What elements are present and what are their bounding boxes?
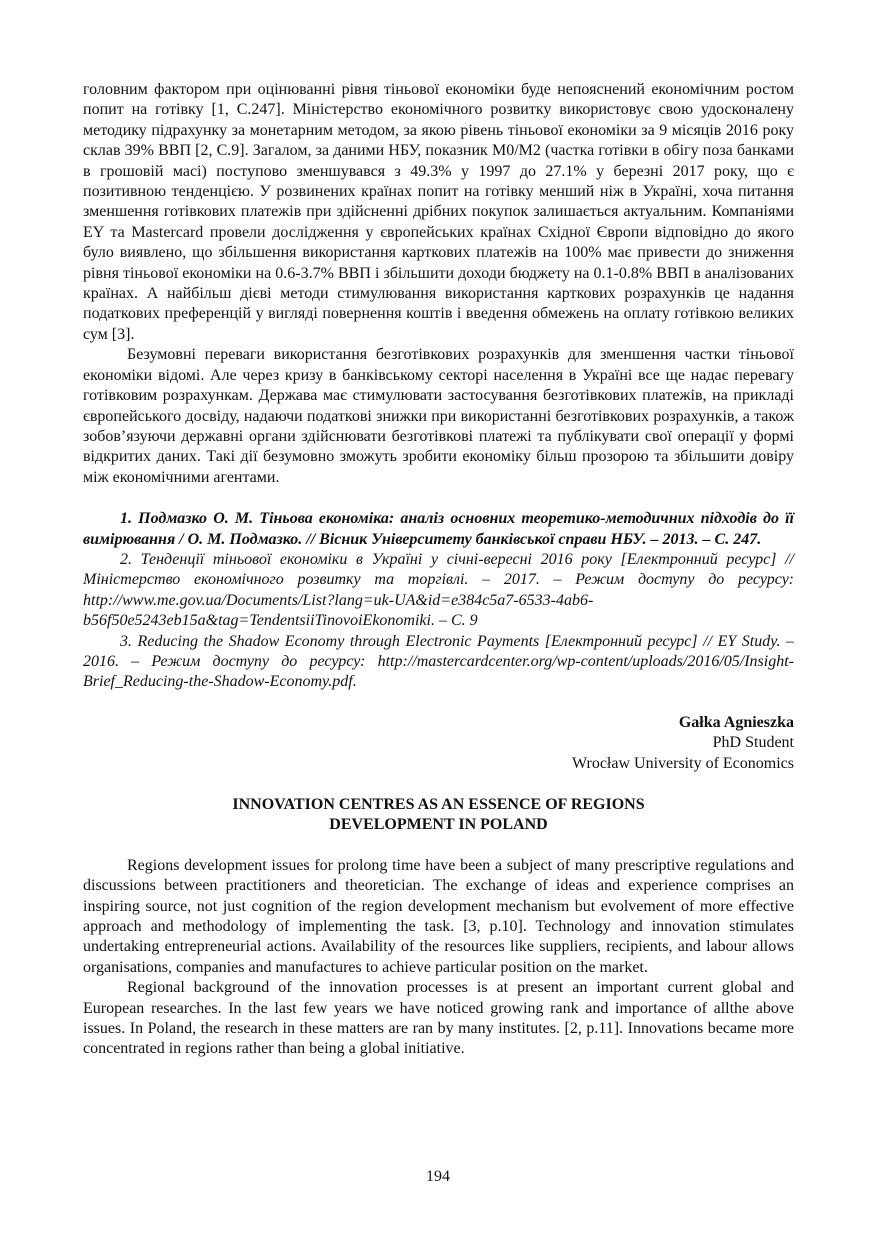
author-block <box>83 713 794 774</box>
author-name: Gałka Agnieszka <box>678 713 794 731</box>
reference-item: 1. Подмазко О. М. Тіньова економіка: аналіз основних теоретико-методичних підходів до її вимірювання / О. М. Подмазко. // Вісник Університету банківської справи НБУ. – 2013. – С. 247. <box>83 510 794 548</box>
reference-item: 2. Тенденції тіньової економіки в Україні у січні-вересні 2016 року [Електронний ресурс] // Міністерство економічного розвитку та торгівлі. – 2017. – Режим доступу до ресурсу: http://www.me.gov.ua/Documents/List?lang=uk-UA&id=e384c5a7-6533-4ab6-b56f50e5243eb15a&tag=TendentsiiTinovoiEkonomiki. – С. 9 <box>83 550 794 630</box>
title-line: DEVELOPMENT IN POLAND <box>329 816 548 834</box>
title-line: INNOVATION CENTRES AS AN ESSENCE OF REGIONS <box>232 796 645 813</box>
author-position: PhD Student <box>712 734 794 752</box>
body-paragraph: Regional background of the innovation processes is at present an important current global and European researches. In the last few years we have noticed growing rank and importance of allthe above issues. In Poland, the research in these matters are ran by many institutes. [2, p.11]. Innovations became more concentrated in regions rather than being a global initiative. <box>83 979 794 1058</box>
page-number: 194 <box>426 1168 450 1185</box>
article-title <box>83 795 794 836</box>
body-paragraph: Безумовні переваги використання безготівкових розрахунків для зменшення частки тіньової економіки відомі. Але через кризу в банківському секторі населення в Україні все ще надає перевагу готівковим розрахункам. Держава має стимулювати застосування безготівкових платежів, на прикладі європейського досвіду, надаючи податкові знижки при використанні безготівкових розрахунків, а також зобов’язуючи державні органи здійснювати безготівкові платежі та публікувати свої операції у формі відкритих даних. Такі дії безумовно зможуть зробити економіку більш прозорою та збільшити довіру між економічними агентами. <box>83 346 794 486</box>
body-paragraph: головним фактором при оцінюванні рівня тіньової економіки буде непояснений економічним ростом попит на готівку [1, С.247]. Міністерство економічного розвитку використовує свою удосконалену методику підрахунку за монетарним методом, за якою рівень тіньової економіки за 9 місяців 2016 року склав 39% ВВП [2, С.9]. Загалом, за даними НБУ, показник М0/М2 (частка готівки в обігу поза банками в грошовій масі) поступово зменшувався з 49.3% у 1997 до 27.1% у березні 2017 року, що є позитивною тенденцією. У розвинених країнах попит на готівку менший ніж в Україні, хоча питання зменшення готівкових платежів при здійсненні дрібних покупок залишається актуальним. Компаніями EY та Mastercard провели дослідження у європейських країнах Східної Європи відповідно до якого було виявлено, що збільшення використання карткових платежів на 100% має привести до зниження рівня тіньової економіки на 0.6-3.7% ВВП і збільшити доходи бюджету на 0.1-0.8% ВВП в аналізованих країнах. А найбільш дієві методи стимулювання використання карткових розрахунків це надання податкових преференцій у вигляді повернення коштів і введення обмежень на оплату готівкою великих сум [3]. <box>83 81 794 343</box>
article-body <box>83 856 794 1060</box>
reference-item: 3. Reducing the Shadow Economy through Electronic Payments [Електронний ресурс] // EY Study. – 2016. – Режим доступу до ресурсу: http://mastercardcenter.org/wp-content/uploads/2016/05/Insight-Brief_Reducing-the-Shadow-Economy.pdf. <box>83 632 794 691</box>
body-paragraph: Regions development issues for prolong time have been a subject of many prescriptive regulations and discussions between practitioners and theoretician. The exchange of ideas and experience comprises an inspiring source, not just cognition of the region development mechanism but evolvement of more effective approach and methodology of implementing the task. [3, p.10]. Technology and innovation stimulates undertaking entrepreneurial actions. Availability of the resources like suppliers, recipients, and labour allows organisations, companies and manufactures to achieve particular position on the market. <box>83 856 794 976</box>
reference-list <box>83 509 794 693</box>
page-content <box>83 80 794 1060</box>
author-affiliation: Wrocław University of Economics <box>572 754 794 772</box>
